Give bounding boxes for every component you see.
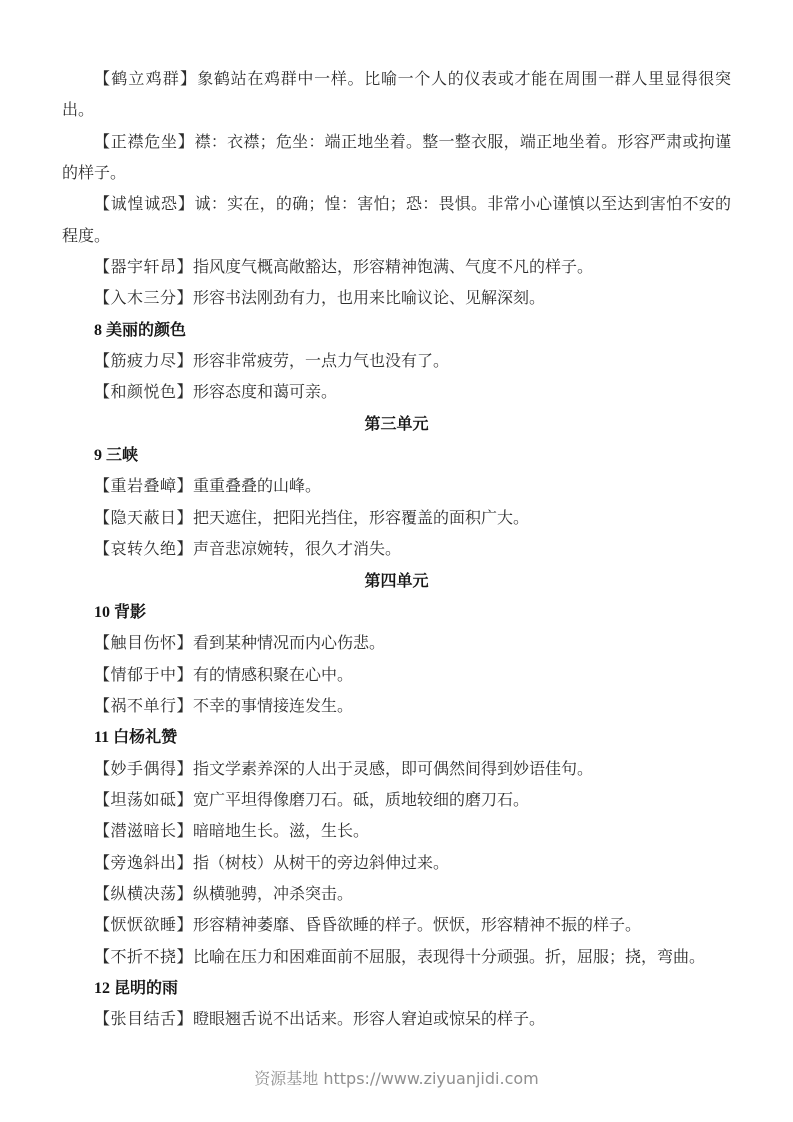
idiom-term: 【潜滋暗长】 — [94, 823, 194, 841]
idiom-entry — [62, 879, 731, 910]
idiom-definition: 纵横驰骋，冲杀突击。 — [193, 885, 354, 903]
unit-heading: 第四单元 — [364, 572, 429, 590]
idiom-definition: 形容书法刚劲有力，也用来比喻议论、见解深刻。 — [193, 290, 546, 308]
unit-heading: 第三单元 — [364, 415, 429, 433]
idiom-entry — [62, 503, 731, 534]
idiom-term: 【重岩叠嶂】 — [94, 478, 194, 496]
idiom-term: 【不折不挠】 — [94, 948, 194, 966]
idiom-term: 【和颜悦色】 — [94, 384, 194, 402]
idiom-term: 【张目结舌】 — [94, 1011, 194, 1029]
idiom-definition: 诚：实在，的确；惶：害怕；恐：畏惧。非常小心谨慎以至达到害怕不安的程度。 — [62, 196, 731, 245]
idiom-definition: 形容精神萎靡、昏昏欲睡的样子。恹恹，形容精神不振的样子。 — [193, 917, 642, 935]
idiom-definition: 襟：衣襟；危坐：端正地坐着。整一整衣服，端正地坐着。形容严肃或拘谨的样子。 — [62, 133, 731, 183]
idiom-definition: 指（树枝）从树干的旁边斜伸过来。 — [193, 854, 450, 872]
idiom-term: 【鹤立鸡群】 — [94, 71, 198, 88]
document-body — [62, 64, 731, 1036]
idiom-definition: 重重叠叠的山峰。 — [193, 478, 322, 496]
idiom-entry — [62, 691, 731, 722]
lesson-heading: 9 三峡 — [94, 447, 139, 465]
idiom-entry — [62, 471, 731, 502]
idiom-entry — [62, 754, 731, 785]
idiom-entry — [62, 848, 731, 879]
idiom-entry — [62, 252, 731, 283]
lesson-heading: 8 美丽的颜色 — [94, 321, 187, 339]
idiom-term: 【入木三分】 — [94, 290, 194, 308]
idiom-entry — [62, 785, 731, 816]
footer-site-name: 资源基地 — [254, 1069, 319, 1088]
idiom-term: 【器宇轩昂】 — [94, 259, 194, 277]
page-footer — [0, 1066, 793, 1089]
idiom-term: 【筋疲力尽】 — [94, 353, 194, 371]
idiom-entry — [62, 1004, 731, 1035]
idiom-term: 【情郁于中】 — [94, 666, 194, 684]
idiom-definition: 形容态度和蔼可亲。 — [193, 384, 338, 402]
idiom-definition: 指风度气概高敞豁达，形容精神饱满、气度不凡的样子。 — [193, 259, 594, 277]
idiom-term: 【坦荡如砥】 — [94, 791, 194, 809]
idiom-definition: 形容非常疲劳，一点力气也没有了。 — [193, 353, 450, 371]
idiom-entry — [62, 189, 731, 252]
footer-site-url[interactable]: https://www.ziyuanjidi.com — [323, 1069, 539, 1088]
idiom-definition: 指文学素养深的人出于灵感，即可偶然间得到妙语佳句。 — [193, 760, 594, 778]
idiom-entry — [62, 942, 731, 973]
idiom-entry — [62, 628, 731, 659]
idiom-definition: 宽广平坦得像磨刀石。砥，质地较细的磨刀石。 — [193, 791, 530, 809]
idiom-definition: 有的情感积聚在心中。 — [193, 666, 354, 684]
idiom-entry — [62, 283, 731, 314]
idiom-definition: 象鹤站在鸡群中一样。比喻一个人的仪表或才能在周围一群人里显得很突出。 — [62, 71, 731, 120]
idiom-term: 【正襟危坐】 — [94, 133, 195, 151]
lesson-heading: 12 昆明的雨 — [94, 979, 179, 997]
idiom-definition: 比喻在压力和困难面前不屈服，表现得十分顽强。折，屈服；挠，弯曲。 — [193, 948, 706, 966]
lesson-heading: 10 背影 — [94, 603, 147, 621]
idiom-term: 【哀转久绝】 — [94, 541, 194, 559]
idiom-definition: 声音悲凉婉转，很久才消失。 — [193, 541, 402, 559]
idiom-term: 【祸不单行】 — [94, 697, 194, 715]
idiom-entry — [62, 534, 731, 565]
idiom-definition: 把天遮住，把阳光挡住，形容覆盖的面积广大。 — [193, 509, 530, 527]
idiom-term: 【恹恹欲睡】 — [94, 917, 194, 935]
idiom-entry — [62, 816, 731, 847]
idiom-entry — [62, 377, 731, 408]
idiom-term: 【纵横决荡】 — [94, 885, 194, 903]
lesson-heading: 11 白杨礼赞 — [94, 729, 178, 747]
idiom-term: 【旁逸斜出】 — [94, 854, 194, 872]
idiom-entry — [62, 346, 731, 377]
idiom-definition: 暗暗地生长。滋，生长。 — [193, 823, 370, 841]
idiom-definition: 看到某种情况而内心伤悲。 — [193, 635, 386, 653]
idiom-entry — [62, 910, 731, 941]
idiom-entry — [62, 127, 731, 190]
idiom-entry — [62, 660, 731, 691]
idiom-term: 【隐天蔽日】 — [94, 509, 194, 527]
idiom-term: 【妙手偶得】 — [94, 760, 194, 778]
idiom-definition: 瞪眼翘舌说不出话来。形容人窘迫或惊呆的样子。 — [193, 1011, 546, 1029]
idiom-term: 【诚惶诚恐】 — [94, 196, 195, 214]
idiom-term: 【触目伤怀】 — [94, 635, 194, 653]
idiom-definition: 不幸的事情接连发生。 — [193, 697, 354, 715]
idiom-entry — [62, 64, 731, 127]
